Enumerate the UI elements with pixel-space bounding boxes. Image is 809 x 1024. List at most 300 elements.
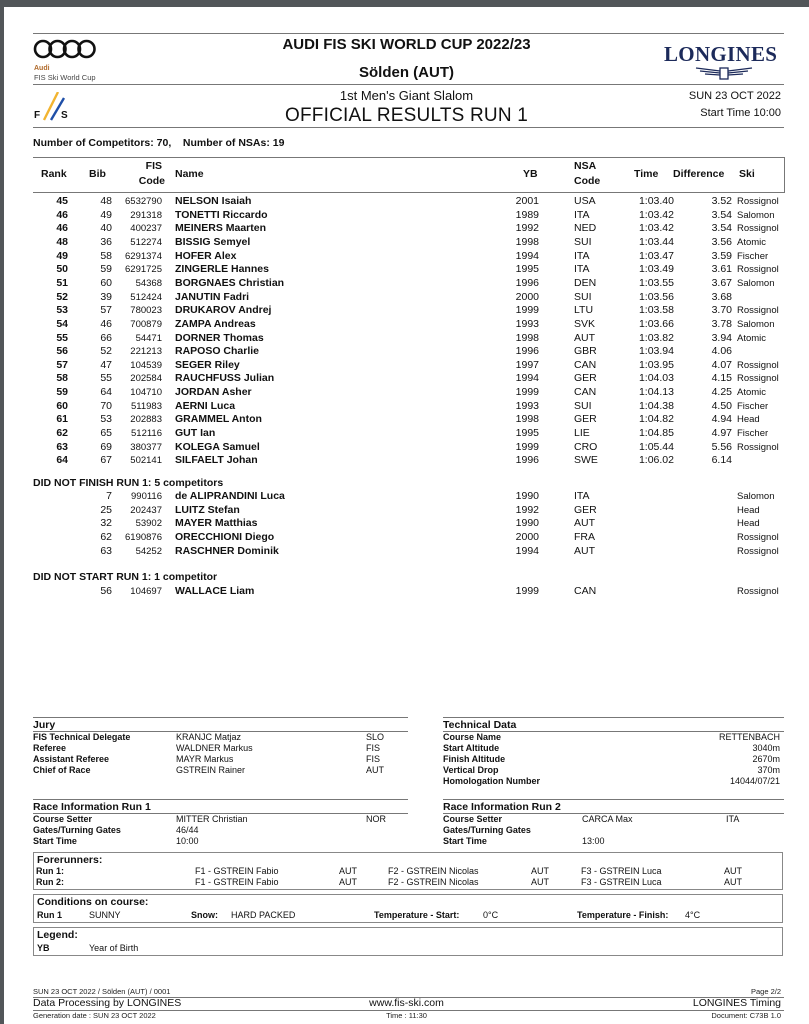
cell-code: 6291725 — [125, 264, 162, 276]
col-nsa: NSA — [574, 160, 597, 172]
col-fis: FIS — [145, 160, 162, 172]
run1-course-setter-nsa: NOR — [366, 814, 386, 824]
cell-name: ZAMPA Andreas — [175, 317, 256, 330]
cell-ski: Head — [737, 518, 760, 530]
result-row — [4, 263, 809, 277]
cell-code: 202584 — [130, 373, 162, 385]
jury-role: Chief of Race — [33, 765, 91, 775]
conditions-run: Run 1 — [37, 910, 63, 920]
temp-finish-value: 4°C — [685, 910, 701, 920]
cell-nsa: SVK — [574, 317, 596, 330]
technical-value: 370m — [757, 765, 780, 775]
cell-rank: 45 — [56, 195, 68, 207]
jury-title: Jury — [33, 719, 56, 731]
forerunner-3: F3 - GSTREIN Luca — [581, 877, 662, 887]
cell-name: ORECCHIONI Diego — [175, 530, 275, 543]
cell-name: de ALIPRANDINI Luca — [175, 490, 285, 502]
cell-time: 1:03.55 — [638, 276, 674, 289]
cell-name: MAYER Matthias — [175, 517, 258, 530]
footer-timing: LONGINES Timing — [692, 997, 781, 1009]
result-row — [4, 372, 809, 386]
cell-diff: 3.54 — [711, 208, 732, 221]
col-yb: YB — [523, 168, 538, 180]
cell-rank: 53 — [56, 304, 68, 317]
cell-yb: 1998 — [515, 413, 539, 426]
cell-name: BORGNAES Christian — [175, 276, 285, 289]
cell-rank: 58 — [56, 372, 68, 385]
cell-bib: 55 — [100, 372, 112, 385]
cell-yb: 1999 — [515, 585, 539, 597]
col-bib: Bib — [89, 168, 106, 180]
cell-yb: 1998 — [515, 331, 539, 344]
cell-nsa: USA — [574, 195, 596, 207]
cell-bib: 49 — [100, 208, 112, 221]
cell-name: KOLEGA Samuel — [175, 440, 260, 453]
cell-bib: 52 — [100, 345, 112, 358]
cell-yb: 1993 — [515, 317, 539, 330]
result-row — [4, 195, 809, 209]
svg-text:S: S — [61, 110, 68, 121]
cell-code: 511983 — [131, 400, 162, 412]
legend-key: YB — [37, 943, 50, 953]
longines-wings-icon — [694, 65, 754, 81]
cell-code: 990116 — [131, 491, 162, 502]
cell-rank: 57 — [56, 358, 68, 371]
run1-start: 10:00 — [176, 836, 199, 846]
cell-ski: Rossignol — [737, 223, 779, 235]
dnf-title: DID NOT FINISH RUN 1: 5 competitors — [33, 477, 224, 489]
dnf-row — [4, 545, 809, 559]
cell-bib: 59 — [100, 263, 112, 276]
cell-time: 1:03.56 — [638, 290, 674, 303]
cell-rank: 64 — [56, 454, 68, 467]
cell-nsa: GBR — [574, 345, 597, 358]
cell-ski: Atomic — [737, 332, 767, 344]
run1-gates: 46/44 — [176, 825, 199, 835]
col-ski: Ski — [739, 168, 755, 180]
legend-title: Legend: — [37, 929, 78, 941]
cell-bib: 48 — [100, 195, 112, 207]
jury-nsa: AUT — [366, 765, 384, 775]
cell-name: TONETTI Riccardo — [175, 208, 268, 221]
cell-time: 1:03.47 — [638, 249, 674, 262]
jury-name: WALDNER Markus — [176, 743, 253, 753]
cell-time: 1:03.44 — [638, 235, 674, 248]
cell-ski: Rossignol — [737, 586, 779, 597]
cell-code: 6291374 — [125, 250, 162, 262]
legend-box — [33, 927, 783, 956]
cell-nsa: GER — [574, 413, 597, 426]
cell-time: 1:03.58 — [638, 304, 674, 317]
cell-name: JANUTIN Fadri — [175, 290, 250, 303]
cell-code: 400237 — [130, 223, 162, 235]
cell-diff: 5.56 — [711, 440, 732, 453]
cell-nsa: LTU — [574, 304, 594, 317]
cell-time: 1:03.49 — [638, 263, 674, 276]
technical-title: Technical Data — [443, 719, 517, 731]
cell-diff: 4.15 — [711, 372, 732, 385]
cell-nsa: GER — [574, 372, 597, 385]
cell-nsa: AUT — [574, 544, 595, 557]
cell-diff: 3.78 — [711, 317, 732, 330]
cell-ski: Fischer — [737, 428, 769, 440]
cell-nsa: GER — [574, 503, 597, 516]
cell-diff: 4.07 — [711, 358, 732, 371]
cell-code: 104697 — [130, 586, 162, 597]
cell-code: 54471 — [135, 332, 162, 344]
event-name: 1st Men's Giant Slalom — [339, 88, 474, 103]
forerunners-title: Forerunners: — [37, 854, 103, 866]
cell-bib: 64 — [100, 386, 112, 399]
snow-label: Snow: — [191, 910, 218, 920]
cell-name: ZINGERLE Hannes — [175, 263, 269, 276]
cell-diff: 4.50 — [711, 399, 732, 412]
technical-value: RETTENBACH — [718, 732, 780, 742]
cell-diff: 4.97 — [711, 427, 732, 440]
cell-name: RASCHNER Dominik — [175, 544, 279, 557]
run1-start-label: Start Time — [33, 836, 77, 846]
run1-gates-label: Gates/Turning Gates — [33, 825, 121, 835]
cell-nsa: CRO — [574, 440, 598, 453]
cell-time: 1:03.40 — [638, 195, 674, 207]
cell-nsa: CAN — [574, 358, 597, 371]
audi-subtitle: FIS Ski World Cup — [34, 73, 96, 82]
cell-bib: 47 — [100, 358, 112, 371]
technical-label: Vertical Drop — [443, 765, 499, 775]
result-row — [4, 318, 809, 332]
cell-code: 700879 — [130, 318, 162, 330]
forerunner-3-nsa: AUT — [724, 866, 742, 876]
cell-yb: 1999 — [515, 386, 539, 399]
document-title: OFFICIAL RESULTS RUN 1 — [285, 105, 528, 126]
jury-name: GSTREIN Rainer — [176, 765, 246, 775]
cell-ski: Rossignol — [737, 264, 779, 276]
cell-time: 1:03.66 — [638, 317, 674, 330]
cell-nsa: ITA — [574, 490, 590, 502]
cell-yb: 2000 — [515, 290, 539, 303]
cell-name: DORNER Thomas — [175, 331, 264, 344]
cell-bib: 32 — [100, 517, 112, 530]
start-time: Start Time 10:00 — [700, 107, 781, 119]
cell-diff: 6.14 — [711, 454, 732, 467]
col-time: Time — [634, 168, 659, 180]
cell-ski: Salomon — [737, 318, 775, 330]
cell-rank: 61 — [56, 413, 68, 426]
forerunner-1: F1 - GSTREIN Fabio — [195, 877, 279, 887]
footer-processing: Data Processing by LONGINES — [33, 997, 182, 1009]
forerunner-run-label: Run 1: — [36, 866, 64, 876]
cell-bib: 67 — [100, 454, 112, 467]
cell-rank: 56 — [56, 345, 68, 358]
cell-diff: 3.56 — [711, 235, 732, 248]
cell-yb: 1997 — [515, 358, 539, 371]
cell-code: 202437 — [130, 504, 162, 516]
run2-gates-label: Gates/Turning Gates — [443, 825, 531, 835]
cell-rank: 59 — [56, 386, 68, 399]
cell-nsa: AUT — [574, 331, 595, 344]
cell-ski: Fischer — [737, 250, 769, 262]
cell-nsa: ITA — [574, 208, 590, 221]
col-difference: Difference — [673, 168, 725, 180]
cell-ski: Rossignol — [737, 305, 779, 317]
cell-name: SILFAELT Johan — [175, 454, 258, 467]
cell-ski: Rossignol — [737, 545, 779, 557]
cell-code: 54252 — [135, 545, 162, 557]
cell-yb: 1995 — [515, 427, 539, 440]
cell-bib: 46 — [100, 317, 112, 330]
cell-yb: 1990 — [515, 490, 539, 502]
cell-code: 512274 — [130, 236, 162, 248]
run1-top-rule — [33, 799, 408, 800]
dns-row — [4, 585, 809, 599]
cell-rank: 60 — [56, 399, 68, 412]
cell-time: 1:04.85 — [638, 427, 674, 440]
cell-name: RAPOSO Charlie — [175, 345, 260, 358]
forerunner-2-nsa: AUT — [531, 877, 549, 887]
cell-name: WALLACE Liam — [175, 585, 255, 597]
forerunner-2: F2 - GSTREIN Nicolas — [388, 877, 479, 887]
cell-name: GUT Ian — [175, 427, 216, 440]
result-row — [4, 345, 809, 359]
col-rank: Rank — [41, 168, 67, 180]
cell-name: MEINERS Maarten — [175, 222, 267, 235]
competitor-count: Number of Competitors: 70, Number of NSAs: 19 — [33, 137, 285, 149]
result-row — [4, 386, 809, 400]
run1-course-setter-label: Course Setter — [33, 814, 93, 824]
cell-yb: 1992 — [515, 222, 539, 235]
jury-nsa: FIS — [366, 743, 381, 753]
cell-bib: 39 — [100, 290, 112, 303]
cell-nsa: SUI — [574, 399, 592, 412]
cell-ski: Head — [737, 504, 760, 516]
cell-ski: Salomon — [737, 209, 775, 221]
jury-role: Assistant Referee — [33, 754, 110, 764]
cell-code: 512116 — [131, 428, 162, 440]
cell-ski: Rossignol — [737, 359, 779, 371]
competition-title: AUDI FIS SKI WORLD CUP 2022/23 — [282, 36, 531, 53]
technical-value: 14044/07/21 — [729, 776, 780, 786]
cell-rank: 46 — [56, 222, 68, 235]
conditions-title: Conditions on course: — [37, 896, 149, 908]
cell-name: RAUCHFUSS Julian — [175, 372, 275, 385]
cell-code: 104539 — [130, 359, 162, 371]
tech-top-rule — [443, 717, 784, 718]
jury-name: KRANJC Matjaz — [176, 732, 242, 742]
cell-time: 1:03.42 — [638, 222, 674, 235]
cell-time: 1:04.38 — [638, 399, 674, 412]
cell-rank: 54 — [56, 317, 68, 330]
result-row — [4, 413, 809, 427]
legend-meaning: Year of Birth — [89, 943, 139, 953]
result-row — [4, 209, 809, 223]
conditions-weather: SUNNY — [89, 910, 121, 920]
cell-yb: 1996 — [515, 276, 539, 289]
cell-code: 53902 — [135, 518, 162, 530]
results-table-header — [33, 157, 785, 193]
dnf-row — [4, 517, 809, 531]
cell-ski: Fischer — [737, 400, 769, 412]
cell-time: 1:06.02 — [638, 454, 674, 467]
cell-rank: 50 — [56, 263, 68, 276]
cell-code: 502141 — [130, 455, 162, 467]
result-row — [4, 427, 809, 441]
cell-bib: 63 — [100, 544, 112, 557]
svg-text:F: F — [34, 110, 41, 121]
cell-diff: 3.67 — [711, 276, 732, 289]
cell-ski: Head — [737, 414, 760, 426]
cell-ski: Rossignol — [737, 531, 779, 543]
cell-name: HOFER Alex — [175, 249, 237, 262]
results-page — [4, 7, 809, 1024]
cell-bib: 53 — [100, 413, 112, 426]
result-row — [4, 332, 809, 346]
cell-yb: 1994 — [515, 544, 539, 557]
cell-time: 1:05.44 — [638, 440, 674, 453]
result-row — [4, 400, 809, 414]
jury-role: FIS Technical Delegate — [33, 732, 131, 742]
cell-yb: 1996 — [515, 454, 539, 467]
cell-bib: 65 — [100, 427, 112, 440]
footer-time: Time : 11:30 — [386, 1011, 427, 1020]
result-row — [4, 277, 809, 291]
cell-name: SEGER Riley — [175, 358, 240, 371]
col-fis-code: Code — [138, 175, 165, 187]
cell-code: 6190876 — [125, 531, 162, 543]
cell-name: GRAMMEL Anton — [175, 413, 262, 426]
cell-yb: 1993 — [515, 399, 539, 412]
cell-diff: 3.54 — [711, 222, 732, 235]
cell-ski: Salomon — [737, 277, 775, 289]
cell-code: 780023 — [130, 305, 162, 317]
cell-diff: 3.52 — [711, 195, 732, 207]
cell-yb: 1996 — [515, 345, 539, 358]
cell-nsa: LIE — [574, 427, 590, 440]
dnf-row — [4, 504, 809, 518]
temp-start-value: 0°C — [483, 910, 499, 920]
cell-name: BISSIG Semyel — [175, 235, 251, 248]
cell-bib: 40 — [100, 222, 112, 235]
cell-name: LUITZ Stefan — [175, 503, 240, 516]
forerunner-3-nsa: AUT — [724, 877, 742, 887]
col-nsa-code: Code — [574, 175, 601, 187]
cell-yb: 1994 — [515, 249, 539, 262]
cell-diff: 4.25 — [711, 386, 732, 399]
technical-label: Course Name — [443, 732, 502, 742]
cell-nsa: CAN — [574, 386, 597, 399]
cell-rank: 52 — [56, 290, 68, 303]
technical-label: Finish Altitude — [443, 754, 506, 764]
cell-nsa: ITA — [574, 263, 590, 276]
cell-nsa: ITA — [574, 249, 590, 262]
cell-nsa: CAN — [574, 585, 597, 597]
cell-diff: 3.68 — [711, 290, 732, 303]
run2-course-setter: CARCA Max — [582, 814, 633, 824]
audi-label: Audi — [34, 65, 50, 72]
technical-value: 3040m — [752, 743, 780, 753]
cell-diff: 3.94 — [711, 331, 732, 344]
header-bottom-rule — [33, 127, 784, 128]
location-title: Sölden (AUT) — [359, 64, 454, 81]
forerunner-1-nsa: AUT — [339, 877, 357, 887]
run2-start-label: Start Time — [443, 836, 487, 846]
cell-bib: 70 — [100, 399, 112, 412]
run2-course-setter-label: Course Setter — [443, 814, 503, 824]
cell-bib: 57 — [100, 304, 112, 317]
cell-code: 380377 — [130, 441, 162, 453]
jury-role: Referee — [33, 743, 67, 753]
cell-yb: 1998 — [515, 235, 539, 248]
longines-logo: LONGINES — [664, 42, 778, 66]
jury-nsa: FIS — [366, 754, 381, 764]
cell-yb: 1989 — [515, 208, 539, 221]
event-date: SUN 23 OCT 2022 — [688, 90, 781, 102]
cell-time: 1:04.82 — [638, 413, 674, 426]
cell-bib: 36 — [100, 235, 112, 248]
dnf-row — [4, 490, 809, 504]
cell-bib: 7 — [106, 490, 112, 502]
cell-bib: 25 — [100, 503, 112, 516]
forerunner-1: F1 - GSTREIN Fabio — [195, 866, 279, 876]
cell-bib: 69 — [100, 440, 112, 453]
result-row — [4, 250, 809, 264]
technical-label: Homologation Number — [443, 776, 540, 786]
cell-bib: 60 — [100, 276, 112, 289]
cell-diff: 3.59 — [711, 249, 732, 262]
cell-ski: Salomon — [737, 491, 775, 502]
cell-yb: 1992 — [515, 503, 539, 516]
cell-yb: 2000 — [515, 530, 539, 543]
cell-nsa: SWE — [574, 454, 598, 467]
cell-ski: Atomic — [737, 387, 767, 399]
result-row — [4, 454, 809, 468]
cell-ski: Atomic — [737, 236, 767, 248]
cell-rank: 51 — [56, 276, 68, 289]
forerunner-2-nsa: AUT — [531, 866, 549, 876]
cell-yb: 1990 — [515, 517, 539, 530]
dnf-row — [4, 531, 809, 545]
cell-name: JORDAN Asher — [175, 386, 252, 399]
jury-name: MAYR Markus — [176, 754, 234, 764]
forerunner-3: F3 - GSTREIN Luca — [581, 866, 662, 876]
cell-nsa: NED — [574, 222, 597, 235]
cell-code: 54368 — [135, 277, 162, 289]
jury-top-rule — [33, 717, 408, 718]
cell-rank: 46 — [56, 208, 68, 221]
result-row — [4, 359, 809, 373]
cell-bib: 66 — [100, 331, 112, 344]
col-name: Name — [175, 168, 204, 180]
snow-value: HARD PACKED — [231, 910, 296, 920]
cell-time: 1:03.82 — [638, 331, 674, 344]
result-row — [4, 441, 809, 455]
header-mid-rule — [33, 84, 784, 85]
cell-diff: 4.94 — [711, 413, 732, 426]
footer-website[interactable]: www.fis-ski.com — [369, 997, 444, 1009]
forerunner-2: F2 - GSTREIN Nicolas — [388, 866, 479, 876]
cell-nsa: AUT — [574, 517, 595, 530]
temp-start-label: Temperature - Start: — [374, 910, 460, 920]
footer-generation: Generation date : SUN 23 OCT 2022 — [33, 1011, 156, 1020]
cell-nsa: FRA — [574, 530, 595, 543]
cell-time: 1:03.42 — [638, 208, 674, 221]
forerunner-1-nsa: AUT — [339, 866, 357, 876]
cell-diff: 3.70 — [711, 304, 732, 317]
cell-rank: 63 — [56, 440, 68, 453]
cell-yb: 1995 — [515, 263, 539, 276]
cell-name: DRUKAROV Andrej — [175, 304, 272, 317]
cell-ski: Rossignol — [737, 373, 779, 385]
cell-yb: 2001 — [515, 195, 539, 207]
